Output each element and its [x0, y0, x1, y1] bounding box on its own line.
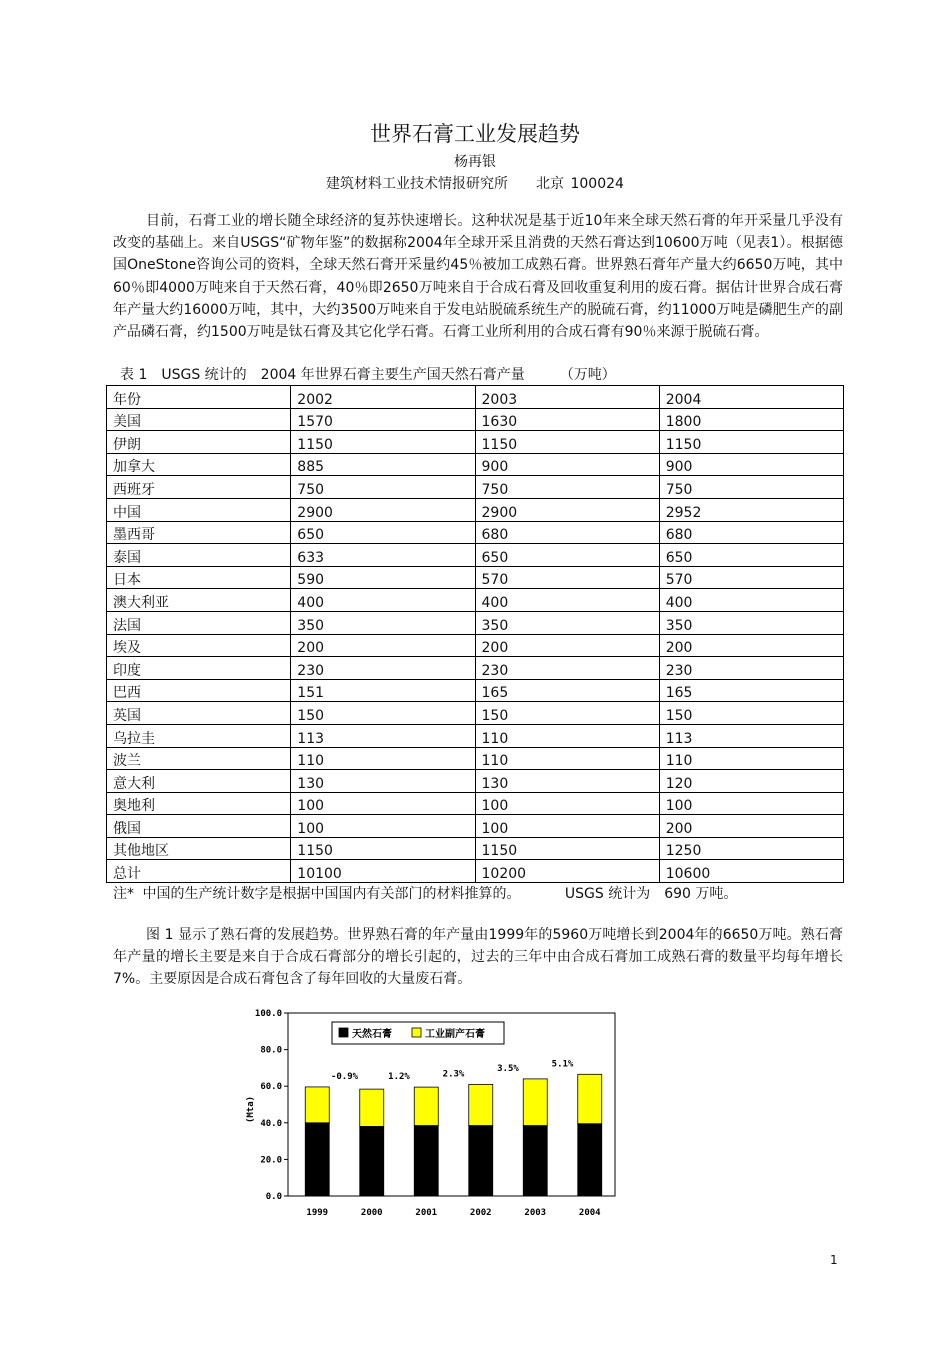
value-cell: 150 [291, 702, 475, 725]
value-cell: 900 [475, 453, 659, 476]
production-table [106, 385, 844, 883]
value-cell: 10200 [475, 860, 659, 883]
legend-swatch-natural [339, 1028, 348, 1037]
table-row [107, 724, 844, 747]
growth-annotation: -0.9% [330, 1071, 359, 1082]
author-name: 杨再银 [454, 154, 496, 170]
bar-natural-gypsum [305, 1123, 329, 1196]
country-cell: 墨西哥 [107, 521, 291, 544]
affiliation: 建筑材料工业技术情报研究所 北京 100024 [326, 176, 624, 192]
country-cell: 其他地区 [107, 837, 291, 860]
country-cell: 泰国 [107, 544, 291, 567]
bar-byproduct-gypsum [305, 1087, 329, 1123]
table-row [107, 521, 844, 544]
country-cell: 意大利 [107, 770, 291, 793]
value-cell: 2900 [475, 498, 659, 521]
y-tick-label: 100.0 [254, 1009, 282, 1019]
country-cell: 印度 [107, 657, 291, 680]
table-header-cell: 2002 [291, 386, 475, 409]
bar-natural-gypsum [414, 1126, 438, 1196]
value-cell: 120 [659, 770, 843, 793]
intro-paragraph: 目前，石膏工业的增长随全球经济的复苏快速增长。这种状况是基于近10年来全球天然石膏的年开采量几乎没有改变的基础上。来自USGS“矿物年鉴”的数据称2004年全球开采且消费的天然石膏达到10600万吨（见表1）。根据德国OneStone咨询公司的资料，全球天然石膏开采量约45％被加工成熟石膏。世界熟石膏年产量大约6650万吨，其中60％即4000万吨来自于天然石膏，40％即2650万吨来自于合成石膏及回收重复利用的废石膏。据估计世界合成石膏年产量大约16000万吨，其中，大约3500万吨来自于发电站脱硫系统生产的脱硫石膏，约11000万吨是磷肥生产的副产品磷石膏，约1500万吨是钛石膏及其它化学石膏。石膏工业所利用的合成石膏有90％来源于脱硫石膏。 [113, 213, 843, 341]
value-cell: 350 [659, 611, 843, 634]
table-row [107, 611, 844, 634]
value-cell: 590 [291, 566, 475, 589]
value-cell: 650 [291, 521, 475, 544]
bar-byproduct-gypsum [414, 1087, 438, 1125]
bar-byproduct-gypsum [523, 1079, 547, 1126]
country-cell: 奥地利 [107, 792, 291, 815]
y-tick-label: 60.0 [260, 1082, 282, 1093]
value-cell: 113 [659, 724, 843, 747]
y-tick-label: 0.0 [265, 1192, 282, 1202]
value-cell: 10600 [659, 860, 843, 883]
table-header-cell: 2004 [659, 386, 843, 409]
value-cell: 110 [659, 747, 843, 770]
table-row [107, 476, 844, 499]
value-cell: 570 [659, 566, 843, 589]
value-cell: 885 [291, 453, 475, 476]
bar-byproduct-gypsum [360, 1089, 384, 1126]
country-cell: 总计 [107, 860, 291, 883]
value-cell: 130 [291, 770, 475, 793]
table-header-row [107, 386, 844, 409]
value-cell: 230 [475, 657, 659, 680]
value-cell: 100 [291, 792, 475, 815]
table-header-cell: 2003 [475, 386, 659, 409]
value-cell: 1800 [659, 408, 843, 431]
value-cell: 200 [475, 634, 659, 657]
bar-natural-gypsum [523, 1126, 547, 1196]
country-cell: 伊朗 [107, 431, 291, 454]
x-tick-label: 2003 [524, 1208, 547, 1218]
table-caption: 表 1 USGS 统计的 2004 年世界石膏主要生产国天然石膏产量 （万吨） [120, 367, 616, 383]
bar-natural-gypsum [469, 1126, 493, 1196]
value-cell: 900 [659, 453, 843, 476]
y-tick-label: 20.0 [260, 1155, 282, 1166]
value-cell: 570 [475, 566, 659, 589]
table-note [113, 883, 737, 903]
country-cell: 澳大利亚 [107, 589, 291, 612]
table-row [107, 408, 844, 431]
table-row [107, 815, 844, 838]
value-cell: 200 [291, 634, 475, 657]
country-cell: 中国 [107, 498, 291, 521]
y-axis-label: (Mta) [246, 1095, 256, 1124]
growth-annotation: 3.5% [497, 1063, 519, 1074]
value-cell: 1150 [475, 431, 659, 454]
value-cell: 650 [475, 544, 659, 567]
country-cell: 日本 [107, 566, 291, 589]
table-row [107, 837, 844, 860]
value-cell: 151 [291, 679, 475, 702]
country-cell: 波兰 [107, 747, 291, 770]
value-cell: 110 [291, 747, 475, 770]
value-cell: 400 [291, 589, 475, 612]
note-mark: 注* [113, 886, 134, 902]
legend-label-byproduct: 工业副产石膏 [425, 1029, 485, 1040]
value-cell: 1150 [659, 431, 843, 454]
legend-swatch-byproduct [412, 1028, 421, 1037]
value-cell: 165 [659, 679, 843, 702]
x-tick-label: 1999 [306, 1208, 329, 1218]
country-cell: 俄国 [107, 815, 291, 838]
value-cell: 1150 [291, 431, 475, 454]
x-tick-label: 2001 [415, 1208, 438, 1218]
value-cell: 1630 [475, 408, 659, 431]
x-tick-label: 2002 [469, 1208, 492, 1218]
bar-natural-gypsum [360, 1126, 384, 1196]
table-row [107, 453, 844, 476]
value-cell: 350 [475, 611, 659, 634]
bar-byproduct-gypsum [469, 1084, 493, 1125]
value-cell: 113 [291, 724, 475, 747]
value-cell: 110 [475, 747, 659, 770]
value-cell: 2900 [291, 498, 475, 521]
country-cell: 巴西 [107, 679, 291, 702]
country-cell: 英国 [107, 702, 291, 725]
x-tick-label: 2004 [578, 1208, 601, 1218]
table-row [107, 498, 844, 521]
document-title: 世界石膏工业发展趋势 [370, 122, 580, 146]
value-cell: 750 [291, 476, 475, 499]
value-cell: 130 [475, 770, 659, 793]
value-cell: 350 [291, 611, 475, 634]
table-row [107, 679, 844, 702]
value-cell: 10100 [291, 860, 475, 883]
y-tick-label: 40.0 [260, 1118, 282, 1129]
table-row [107, 544, 844, 567]
note-text-usgs: USGS 统计为 690 万吨。 [564, 886, 738, 902]
value-cell: 1250 [659, 837, 843, 860]
table-row [107, 770, 844, 793]
bar-byproduct-gypsum [578, 1074, 602, 1123]
value-cell: 1570 [291, 408, 475, 431]
table-header-cell: 年份 [107, 386, 291, 409]
value-cell: 400 [659, 589, 843, 612]
value-cell: 230 [291, 657, 475, 680]
growth-annotation: 5.1% [551, 1059, 574, 1070]
table-row [107, 860, 844, 883]
value-cell: 200 [659, 815, 843, 838]
country-cell: 加拿大 [107, 453, 291, 476]
y-tick-label: 80.0 [260, 1045, 282, 1056]
value-cell: 200 [659, 634, 843, 657]
table-row [107, 634, 844, 657]
value-cell: 100 [659, 792, 843, 815]
value-cell: 110 [475, 724, 659, 747]
table-row [107, 431, 844, 454]
country-cell: 西班牙 [107, 476, 291, 499]
value-cell: 680 [659, 521, 843, 544]
value-cell: 750 [659, 476, 843, 499]
value-cell: 100 [291, 815, 475, 838]
table-row [107, 657, 844, 680]
value-cell: 2952 [659, 498, 843, 521]
value-cell: 680 [475, 521, 659, 544]
gypsum-production-chart [240, 1003, 640, 1233]
country-cell: 埃及 [107, 634, 291, 657]
value-cell: 400 [475, 589, 659, 612]
legend-label-natural: 天然石膏 [352, 1029, 392, 1040]
country-cell: 法国 [107, 611, 291, 634]
bar-natural-gypsum [578, 1124, 602, 1196]
note-text: 中国的生产统计数字是根据中国国内有关部门的材料推算的。 [142, 886, 521, 902]
value-cell: 1150 [475, 837, 659, 860]
x-tick-label: 2000 [360, 1208, 383, 1218]
value-cell: 100 [475, 815, 659, 838]
country-cell: 美国 [107, 408, 291, 431]
value-cell: 230 [659, 657, 843, 680]
growth-annotation: 1.2% [388, 1072, 410, 1083]
value-cell: 750 [475, 476, 659, 499]
value-cell: 633 [291, 544, 475, 567]
value-cell: 165 [475, 679, 659, 702]
table-row [107, 747, 844, 770]
table-row [107, 702, 844, 725]
table-row [107, 566, 844, 589]
value-cell: 100 [475, 792, 659, 815]
table-row [107, 589, 844, 612]
growth-annotation: 2.3% [442, 1069, 465, 1080]
country-cell: 乌拉圭 [107, 724, 291, 747]
page-number: 1 [830, 1253, 838, 1267]
value-cell: 150 [475, 702, 659, 725]
value-cell: 150 [659, 702, 843, 725]
value-cell: 650 [659, 544, 843, 567]
trend-paragraph: 图 1 显示了熟石膏的发展趋势。世界熟石膏的年产量由1999年的5960万吨增长到2004年的6650万吨。熟石膏年产量的增长主要是来自于合成石膏部分的增长引起的，过去的三年中由合成石膏加工成熟石膏的数量平均每年增长7%。主要原因是合成石膏包含了每年回收的大量废石膏。 [113, 927, 843, 988]
value-cell: 1150 [291, 837, 475, 860]
table-row [107, 792, 844, 815]
